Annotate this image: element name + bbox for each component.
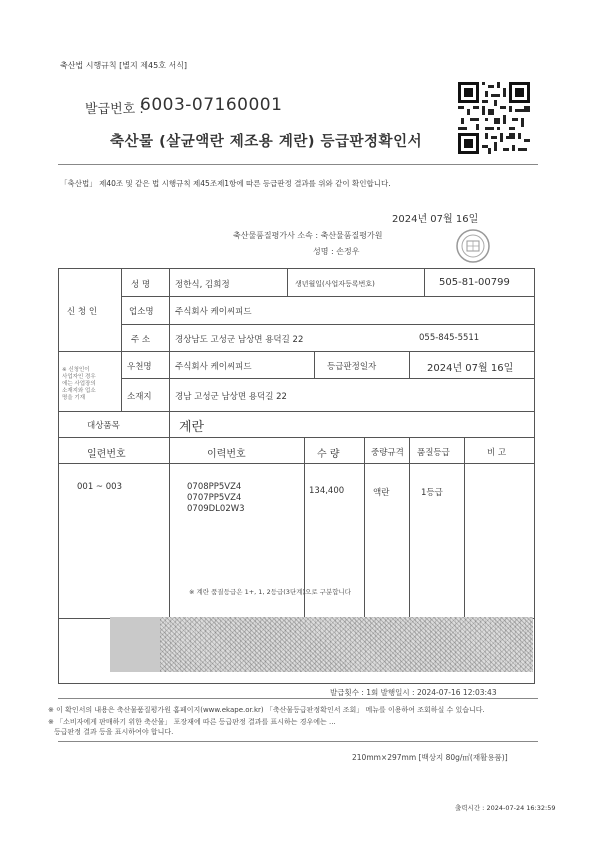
issuer-institute: 축산물품질평가사 소속 : 축산물품질평가원 [233,231,383,240]
header-trace-no: 이력번호 [207,449,246,460]
business-number-label: 생년월일(사업자등록번호) [295,280,375,288]
row-serial: 001 ~ 003 [77,482,122,492]
workplace-name: 주식회사 케이씨피드 [175,362,252,372]
redacted-block [110,617,160,672]
preamble-text: 「축산법」 제40조 및 같은 법 시행규칙 제45조제1항에 따른 등급판정 결과를 위와 같이 확인합니다. [60,179,391,188]
applicant-address: 경상남도 고성군 남상면 용덕길 22 [175,335,304,345]
location-label: 소재지 [127,392,152,402]
form-label: 축산법 시행규칙 [별지 제45호 서식] [60,61,188,70]
row-quantity: 134,400 [309,486,345,496]
issue-date: 2024년 07월 16일 [392,214,479,225]
issue-number-label: 발급번호 : [85,102,144,117]
row-trace-no-2: 0707PP5VZ4 [187,493,242,503]
applicant-name: 정한식, 김희정 [175,280,230,290]
row-grade: 1등급 [421,488,443,498]
issue-number: 6003-07160001 [140,95,283,115]
official-seal-icon [455,228,491,264]
header-grade: 품질등급 [417,448,450,458]
grade-footnote: ※ 계란 품질등급은 1+, 1, 2등급(3단계)으로 구분합니다 [189,588,352,596]
row-trace-no-1: 0708PP5VZ4 [187,482,242,492]
document-title: 축산물 (살균액란 제조용 계란) 등급판정확인서 [110,134,423,150]
company-label: 업소명 [129,307,154,317]
business-number: 505-81-00799 [439,277,510,288]
qr-code-icon [458,82,530,154]
header-weight: 중량규격 [371,448,404,458]
grading-date-label: 등급판정일자 [327,362,377,372]
grading-date: 2024년 07월 16일 [427,363,514,374]
applicant-phone: 055-845-5511 [419,333,480,343]
item-label: 대상품목 [87,421,120,431]
footer-divider-2 [58,741,538,742]
header-serial: 일련번호 [87,449,126,460]
item-value: 계란 [179,420,205,435]
title-divider [58,164,538,165]
applicant-section-label: 신 청 인 [67,307,98,317]
footer-note-3: 등급판정 결과 등을 표시하여야 합니다. [54,728,174,736]
workplace-name-label: 우천명 [127,362,152,372]
print-time: 출력시간 : 2024-07-24 16:32:59 [455,804,556,812]
address-label: 주 소 [131,335,151,345]
issuer-director: 성명 : 손정우 [313,247,360,256]
paper-spec: 210mm×297mm [백상지 80g/㎡(재활용품)] [352,753,508,762]
footer-note-1: ※ 이 확인서의 내용은 축산물품질평가원 홈페이지(www.ekape.or.kr) 「축산물등급판정확인서 조회」 메뉴를 이용하여 조회하실 수 있습니다. [48,706,485,714]
applicant-notes: ※ 신청인이 사업자인 경우 에는 사업장의 소재지와 업소 명을 기재 [62,367,96,401]
header-remark: 비 고 [487,448,507,458]
footer-note-2: ※ 「소비자에게 판매하기 위한 축산물」 포장재에 따른 등급판정 결과를 표시하는 경우에는 ... [48,718,336,726]
header-quantity: 수 량 [317,449,340,460]
name-label: 성 명 [131,280,151,290]
redacted-area [110,617,533,672]
row-weight: 액란 [373,488,390,498]
footer-divider [58,698,538,699]
row-trace-no-3: 0709DL02W3 [187,504,245,514]
workplace-location: 경남 고성군 남상면 용덕길 22 [175,392,287,402]
company-name: 주식회사 케이씨피드 [175,307,252,317]
issue-info: 발급횟수 : 1회 발행일시 : 2024-07-16 12:03:43 [330,688,497,697]
